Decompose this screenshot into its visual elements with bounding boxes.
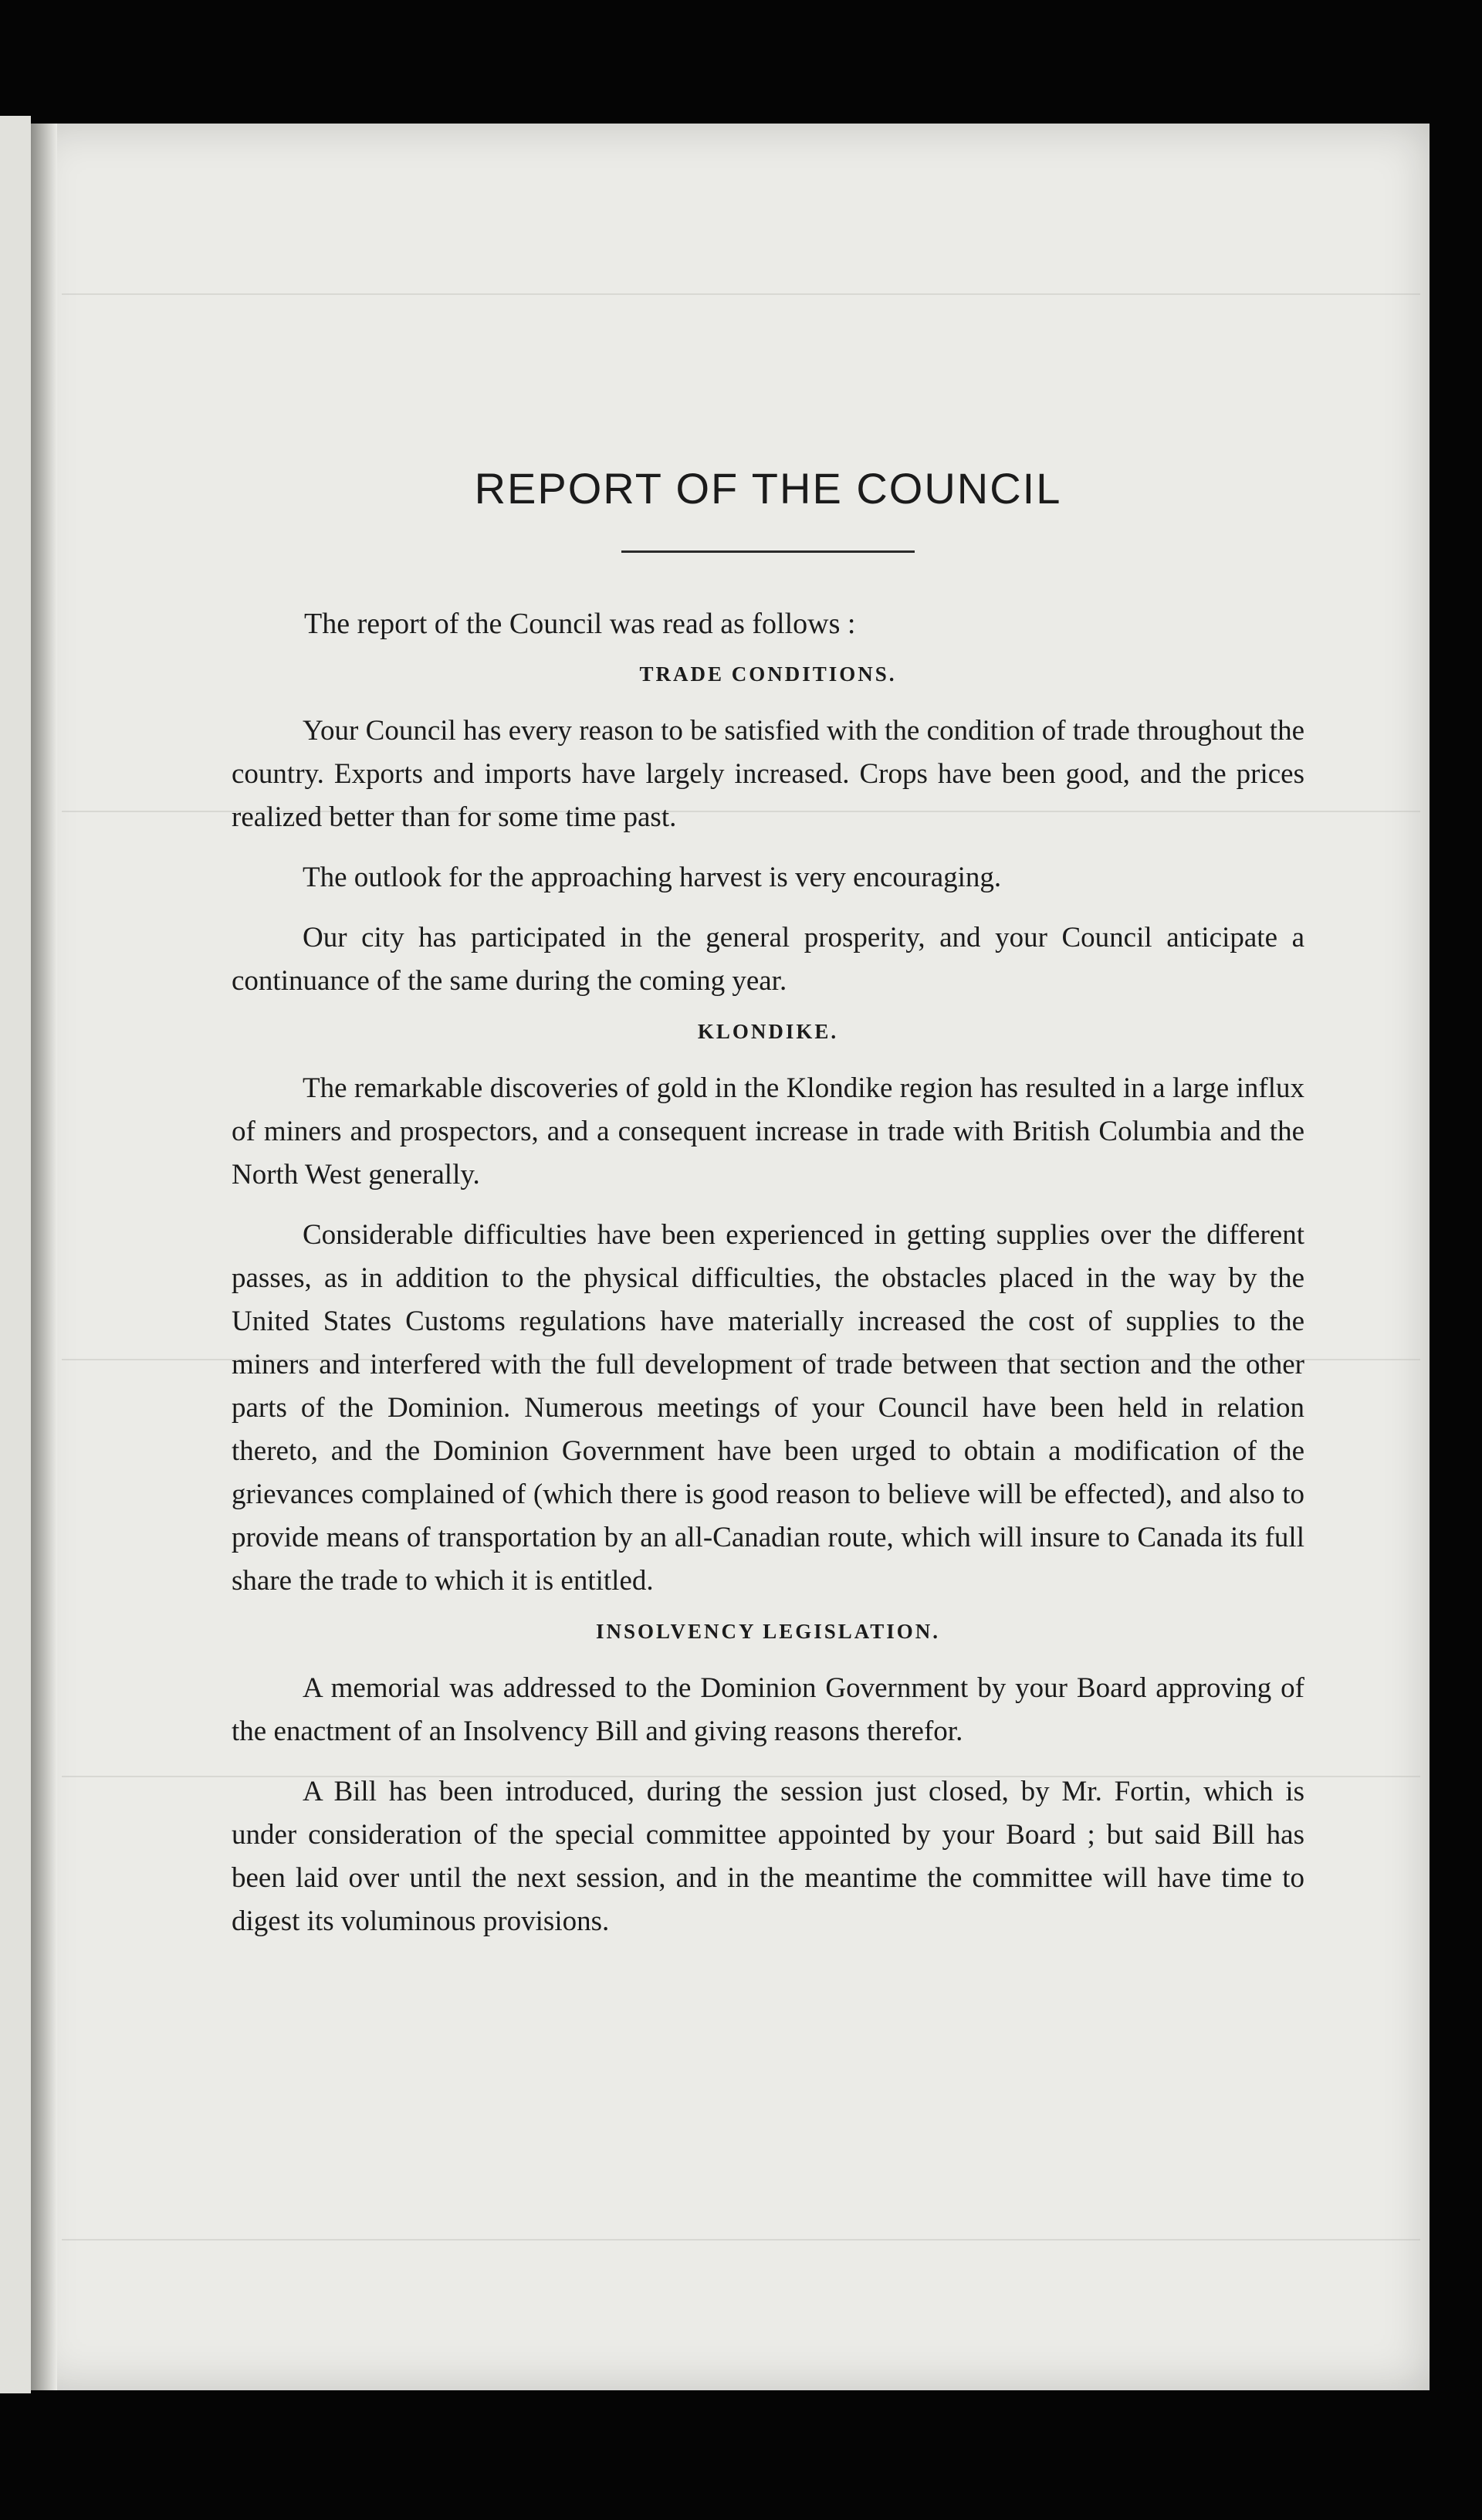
paragraph: Considerable difficulties have been experienced in getting supplies over the different passes, as in addition to the physical difficulties, the obstacles placed in the way by the United States Customs regulations have materially increased the cost of supplies to the miners and interfered with the full development of trade between that section and the other parts of the Dominion. Numerous meetings of your Council have been held in relation thereto, and the Dominion Government have been urged to obtain a modification of the grievances complained of (which there is good reason to believe will be effected), and also to provide means of transportation by an all-Canadian route, which will insure to Canada its full share the trade to which it is entitled. <box>232 1219 1304 1597</box>
section-klondike <box>232 1020 1304 1603</box>
paper-ruling <box>62 293 1420 295</box>
paragraph: Your Council has every reason to be satisfied with the condition of trade throughout the country. Exports and imports have largely increased. Crops have been good, and the prices realized better than for some time past. <box>232 715 1304 833</box>
section-heading: INSOLVENCY LEGISLATION. <box>595 1620 941 1643</box>
section-insolvency-legislation <box>232 1620 1304 1943</box>
section-heading: KLONDIKE. <box>697 1020 839 1043</box>
paragraph: The outlook for the approaching harvest is very encouraging. <box>303 862 1002 893</box>
intro-line: The report of the Council was read as follows : <box>304 608 856 640</box>
paragraph: A memorial was addressed to the Dominion Government by your Board approving of the enactment of an Insolvency Bill and giving reasons therefor. <box>232 1672 1304 1747</box>
document-body <box>232 463 1304 1960</box>
binding-shadow <box>31 124 57 2390</box>
paragraph: The remarkable discoveries of gold in the Klondike region has resulted in a large influx of miners and prospectors, and a consequent increase in trade with British Columbia and the North West generally. <box>232 1072 1304 1191</box>
page-title: REPORT OF THE COUNCIL <box>474 464 1062 513</box>
paragraph: A Bill has been introduced, during the session just closed, by Mr. Fortin, which is under consideration of the special committee appointed by your Board ; but said Bill has been laid over until the next session, and in the meantime the committee will have time to digest its voluminous provisions. <box>232 1776 1304 1937</box>
section-heading: TRADE CONDITIONS. <box>639 662 897 686</box>
spine-edge <box>0 116 31 2393</box>
section-trade-conditions <box>232 662 1304 1003</box>
paper-ruling <box>62 2239 1420 2241</box>
paragraph: Our city has participated in the general prosperity, and your Council anticipate a continuance of the same during the coming year. <box>232 922 1304 997</box>
title-divider <box>621 550 915 553</box>
